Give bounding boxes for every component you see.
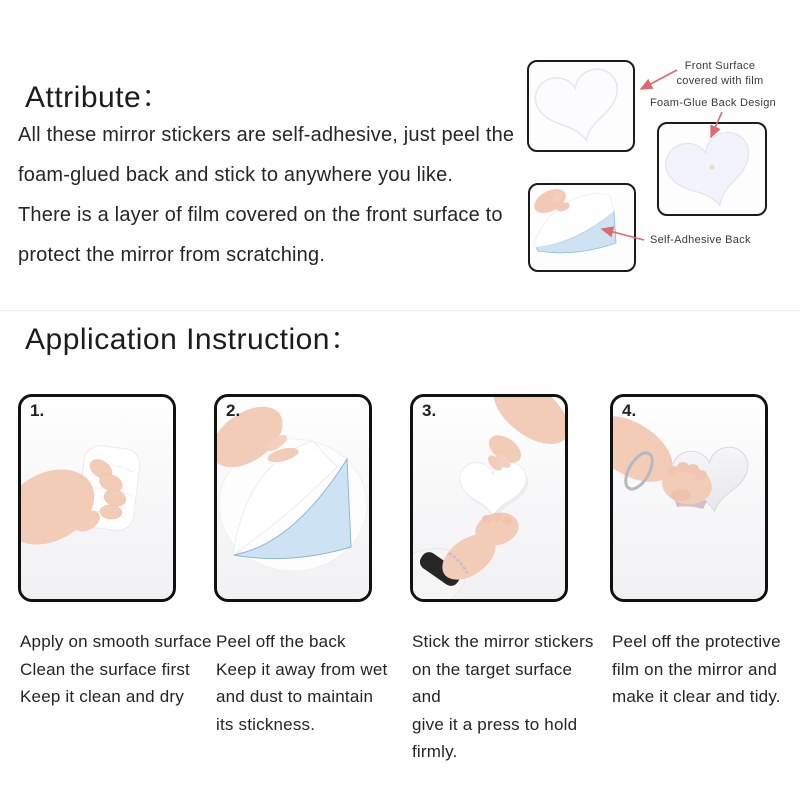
arrow-front-surface	[641, 70, 677, 89]
step-2-photo	[214, 394, 372, 602]
callout-self-adhesive: Self-Adhesive Back	[650, 234, 751, 246]
peeling-backing-illustration	[217, 397, 369, 599]
step-number: 3.	[422, 401, 437, 420]
callout-arrows	[500, 40, 800, 280]
callout-front-surface: Front Surface covered with film	[676, 60, 764, 87]
instruction-heading: Application Instruction：	[25, 323, 361, 356]
attribute-heading: Attribute：	[25, 81, 172, 114]
attribute-line: There is a layer of film covered on the front surface to	[18, 204, 503, 226]
section-divider	[0, 310, 800, 311]
attribute-line: foam-glued back and stick to anywhere you like.	[18, 164, 454, 186]
step-2-caption: Peel off the back Keep it away from wet and dust to maintain its stickness.	[216, 632, 388, 734]
attribute-paragraph	[18, 115, 518, 275]
hand-wiping-cloth-illustration	[21, 397, 173, 599]
instruction-step-4	[610, 394, 800, 711]
attribute-line: All these mirror stickers are self-adhesive, just peel the	[18, 124, 515, 146]
step-3-photo	[410, 394, 568, 602]
step-3-caption: Stick the mirror stickers on the target surface and give it a press to hold firmly.	[412, 632, 594, 761]
attribute-line: protect the mirror from scratching.	[18, 244, 326, 266]
step-number: 1.	[30, 401, 45, 420]
sticking-heart-illustration	[413, 397, 565, 599]
peeling-film-illustration	[613, 397, 765, 599]
step-number: 2.	[226, 401, 241, 420]
arrow-self-adhesive	[602, 229, 644, 240]
callout-foam-glue: Foam-Glue Back Design	[649, 97, 777, 109]
step-1-caption: Apply on smooth surface Clean the surface first Keep it clean and dry	[20, 632, 212, 706]
instruction-step-2	[214, 394, 410, 738]
step-4-caption: Peel off the protective film on the mirror and make it clear and tidy.	[612, 632, 781, 706]
arrow-foam-glue	[711, 112, 722, 137]
step-number: 4.	[622, 401, 637, 420]
instruction-step-3	[410, 394, 606, 766]
instruction-step-1	[18, 394, 214, 711]
step-1-photo	[18, 394, 176, 602]
step-4-photo	[610, 394, 768, 602]
